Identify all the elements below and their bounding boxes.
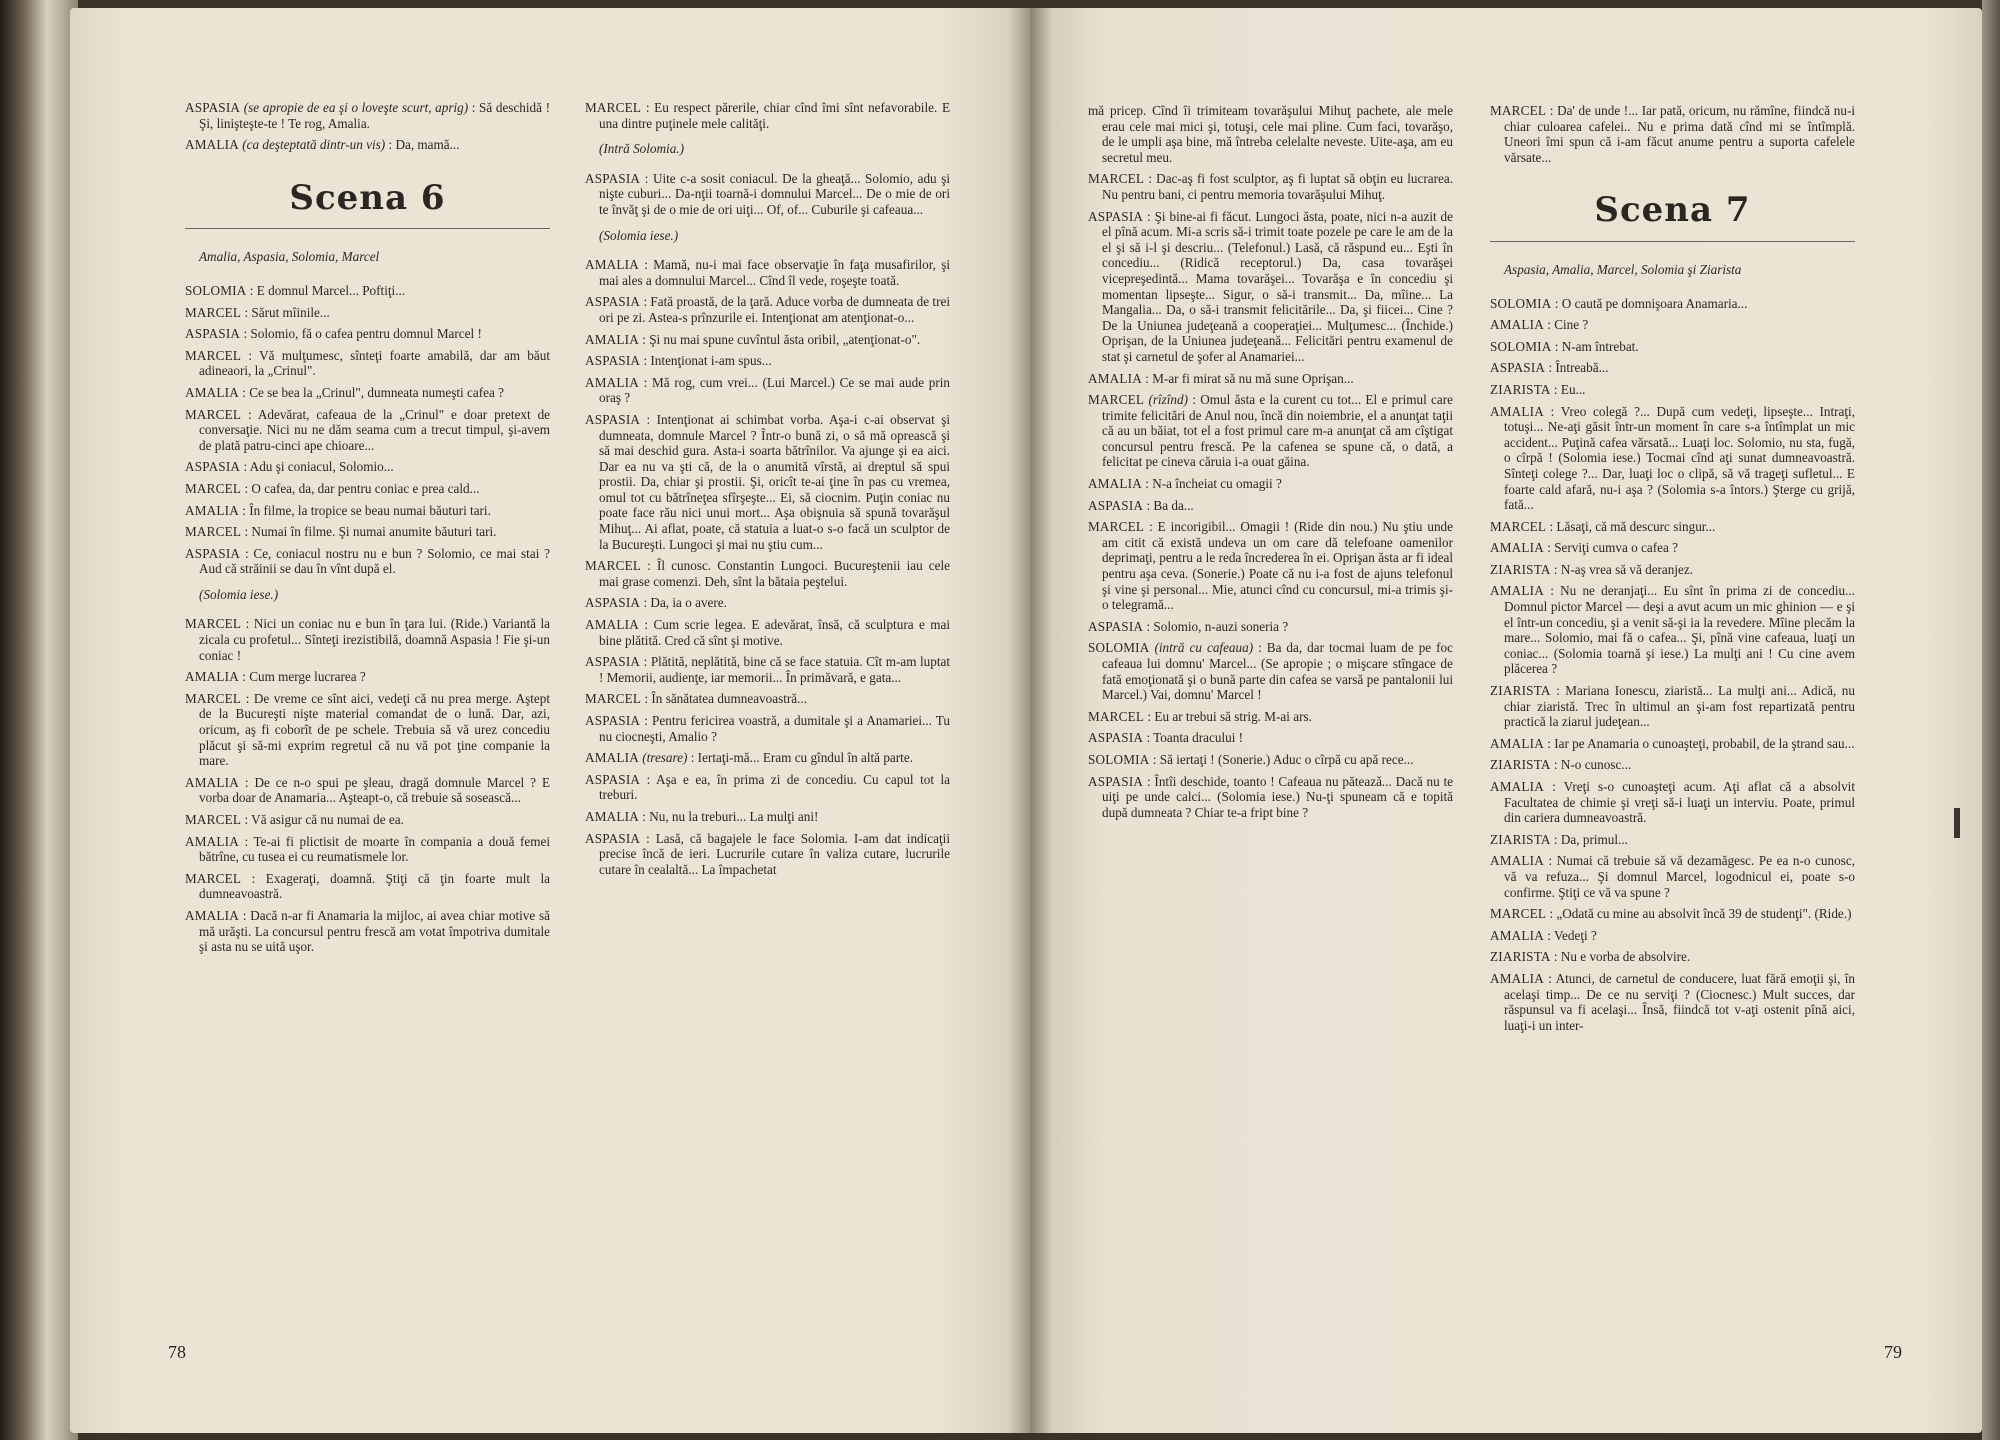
speaker-name: SOLOMIA [1490,338,1552,354]
dialogue-line [1490,757,1855,773]
line-text: : Da, mamă... [388,137,460,153]
line-text: : Vă mulţumesc, sînteţi foarte amabilă, dar am băut adineaori, la „Crinul". [199,347,551,379]
line-text: : O cafea, da, dar pentru coniac e prea cald... [244,480,480,496]
line-text: : Să deschidă ! Şi, linişteşte-te ! Te rog, Amalia. [199,100,551,131]
dialogue-line [585,595,950,611]
speaker-name: SOLOMIA [1088,751,1150,767]
dialogue-line [185,385,550,401]
speaker-name: MARCEL [1490,906,1547,922]
dialogue-line [1088,209,1453,365]
dialogue-line [585,353,950,369]
speaker-name: ASPASIA [1088,773,1144,789]
speaker-name: AMALIA [1490,853,1544,869]
speaker-name: AMALIA [185,502,239,518]
line-text: : Mariana Ionescu, ziaristă... La mulţi ani... Adică, nu chiar ziaristă. Trec în ultimul an şi-am fost repartizată pentru practică la ziarul judeţean... [1504,683,1855,730]
speaker-name: ZIARISTA [1490,561,1551,577]
speaker-name: ZIARISTA [1490,831,1551,847]
speaker-name: AMALIA [1490,540,1544,556]
dialogue-line [1490,906,1855,922]
speaker-name: MARCEL [185,812,242,827]
speaker-name: AMALIA [585,374,639,390]
line-text: : Te-ai fi plictisit de moarte în compania a două femei bătrîne, cu tusea ei cu reumatismele lor. [199,833,550,865]
speaker-name: ZIARISTA [1490,683,1551,699]
line-text: mă pricep. Cînd îi trimiteam tovarăşului Mihuţ pachete, ale mele erau cele mai mici şi, totuşi, cele mai pline. Cum faci, tovarăşo, de le umpli aşa bine, mă întreba celelalte neveste. Uite-aşa, am eu secretul meu. [1088,103,1453,165]
dialogue-line [1088,709,1453,725]
dialogue-lines [185,283,550,577]
dialogue-line [585,831,950,878]
speaker-name: AMALIA [1490,779,1544,794]
dialogue-line [585,750,950,766]
line-text: : Eu... [1553,381,1586,397]
dialogue-line [1088,392,1453,470]
line-text: : Ce, coniacul nostru nu e bun ? Solomio, ce mai stai ? Aud că străinii se dau în vînt după el. [199,545,550,577]
line-text: : Nu ne deranjaţi... Eu sînt în prima zi de concediu... Domnul pictor Marcel — deşi a avut acum un mic ghinion — e şi el într-un concediu, şi a venit să-şi ia la revedere. Mîine plecăm la mare... Solomio, mai fă o cafea... Şi, pînă vine cafeaua, luaţi un coniac... (Solomia toarnă şi iese.) La mulţi ani ! Cu cine avem plăcerea ? [1504,583,1855,677]
line-text: : Vă asigur că nu numai de ea. [244,812,404,827]
line-text: : Nici un coniac nu e bun în ţara lui. (Ride.) Variantă la zicala cu profetul... Sînteţi irezistibilă, doamnă Aspasia ! Fie şi-un coniac ! [199,616,550,663]
dialogue-line [585,558,950,589]
pre-scene-lines [185,100,550,153]
line-text: : N-a încheiat cu omagii ? [1145,476,1282,492]
speaker-name: ASPASIA [1088,497,1144,513]
speaker-name: AMALIA [1490,970,1544,986]
speaker-name: MARCEL [1088,171,1145,187]
line-text: : Da' de unde !... Iar pată, oricum, nu rămîne, fiindcă nu-i chiar culoarea cafelei.. Nu e prima dată cînd mi se întîmplă. Uneori îmi spun că i-am făcut anume pentru a suporta cafelele vărsate... [1504,103,1855,165]
speaker-name: ASPASIA [1088,208,1144,224]
dialogue-line [1088,619,1453,635]
line-text: : N-o cunosc... [1553,757,1632,773]
speaker-name: AMALIA [185,907,239,923]
speaker-name: AMALIA [1490,403,1544,419]
dialogue-line [585,375,950,406]
right-page-column-1 [1088,103,1453,826]
dialogue-line [1490,736,1855,752]
line-text: : Lăsaţi, că mă descurc singur... [1549,518,1716,534]
inline-stage-direction: (ca deşteptată dintr-un vis) [242,137,386,153]
line-text: : O caută pe domnişoara Anamaria... [1554,295,1748,311]
dialogue-line [585,713,950,744]
dialogue-line [585,332,950,348]
line-text: : Adu şi coniacul, Solomio... [243,459,394,475]
speaker-name: ZIARISTA [1490,757,1551,773]
dialogue-line [1490,971,1855,1033]
line-text: : E domnul Marcel... Poftiţi... [249,282,406,298]
speaker-name: ASPASIA [185,326,241,342]
scene-divider [1490,241,1855,242]
inline-stage-direction: (rîzînd) [1148,392,1189,408]
inline-stage-direction: (tresare) [642,750,688,766]
stage-direction: (Intră Solomia.) [599,141,684,157]
dialogue-line [585,654,950,685]
left-page-column-2 [585,100,950,883]
speaker-name: ASPASIA [1490,360,1546,376]
line-text: : În filme, la tropice se beau numai băuturi tari. [242,502,491,518]
dialogue-line [585,809,950,825]
dialogue-line [1490,339,1855,355]
speaker-name: AMALIA [585,750,639,766]
dialogue-line [1490,562,1855,578]
dialogue-line [185,326,550,342]
line-text: : Toanta dracului ! [1146,730,1244,746]
line-text: : Solomio, n-auzi soneria ? [1146,618,1289,634]
scene-divider [185,228,550,229]
dialogue-line [185,407,550,454]
speaker-name: ASPASIA [585,654,641,670]
right-page [1030,8,1982,1433]
dialogue-line [185,137,550,153]
dialogue-line [1490,683,1855,730]
dialogue-line [185,459,550,475]
line-text: : Eu respect părerile, chiar cînd îmi sînt nefavorabile. E una dintre puţinele mele calităţi. [599,100,950,131]
dialogue-line [585,772,950,803]
page-edge-mark [1954,808,1960,838]
book-cover-edge-right [1982,0,2000,1440]
line-text: : Exageraţi, doamnă. Ştiţi că ţin foarte mult la dumneavoastră. [199,870,551,902]
line-text: : Fată proastă, de la ţară. Aduce vorba de dumneata de trei ori pe zi. Astea-s prînzurile ei. Intenţionat am atenţionat-o... [599,294,951,325]
speaker-name: MARCEL [185,406,242,422]
speaker-name: AMALIA [185,774,239,790]
speaker-name: AMALIA [1088,476,1142,492]
speaker-name: ASPASIA [585,411,641,427]
dialogue-lines [585,171,950,218]
dialogue-line [1088,476,1453,492]
dialogue-line [1490,928,1855,944]
speaker-name: AMALIA [1490,583,1544,599]
line-text: : „Odată cu mine au absolvit încă 39 de studenţi". (Ride.) [1549,906,1852,922]
dialogue-line [185,616,550,663]
line-text: : În sănătatea dumneavoastră... [644,691,808,707]
speaker-name: AMALIA [585,257,639,273]
line-text: : Nu e vorba de absolvire. [1553,949,1691,965]
speaker-name: ZIARISTA [1490,381,1551,397]
speaker-name: MARCEL [185,480,242,496]
speaker-name: ASPASIA [585,170,641,186]
speaker-name: AMALIA [585,331,639,347]
line-text: : Iertaţi-mă... Eram cu gîndul în altă parte. [690,750,913,766]
dialogue-line [1088,371,1453,387]
line-text: : Întîi deschide, toanto ! Cafeaua nu păteazǎ... Dacă nu te uiţi pe unde calci... (Solomia iese.) Nu-ţi spuneam că e topită după dumneata ? Chiar te-a fript bine ? [1102,773,1454,820]
line-text: : E incorigibil... Omagii ! (Ride din nou.) Nu ştiu unde am citit că există undeva un om care dă telefoane oamenilor deprimaţi, pentru a le reda încrederea în ei. Oprişan ăsta ar fi ideal pentru aşa ceva. (Sonerie.) Poate că nu i-a fost de ajuns telefonul şi vine şi personal... Mie, atunci cînd cu concursul, mi-a trimis şi-o telegramă... [1102,519,1454,613]
page-number: 78 [168,1342,186,1362]
dialogue-line [585,257,950,288]
scene-cast: Amalia, Aspasia, Solomia, Marcel [199,249,380,265]
speaker-name: AMALIA [185,384,239,400]
line-text: : Eu ar trebui să strig. M-ai ars. [1147,708,1312,724]
dialogue-line [1490,103,1855,165]
dialogue-line [585,412,950,552]
line-text: : Plătită, neplătită, bine că se face statuia. Cît m-am luptat ! Memorii, audienţe, iar memorii... În primăvară, e gata... [599,654,950,685]
line-text: : Ba da, dar tocmai luam de pe foc cafeaua lui domnu' Marcel... (Se apropie ; o mişcare stîngace de fată emoţionată şi o bună parte din cafea se varsă pe pantalonii lui Marcel.) Vai, domnu' Marcel ! [1102,640,1453,703]
dialogue-line [185,283,550,299]
line-text: : De vreme ce sînt aici, vedeţi că nu prea merge. Aştept de la Bucureşti nişte material comandat de o lună. Dar, azi, oricum, aş fi coborît de pe schele. Trebuia să vă urez concediu plăcut şi să-mi exprim regretul că nu vă pot ţine companie la mare. [199,690,551,769]
speaker-name: ASPASIA [185,459,241,475]
dialogue-line [185,908,550,955]
dialogue-lines [185,616,550,954]
dialogue-line [585,100,950,131]
line-text: : N-am întrebat. [1554,338,1639,354]
speaker-name: MARCEL [1088,708,1145,724]
dialogue-line [1490,296,1855,312]
left-page-column-1 [185,100,550,961]
line-text: : Omul ăsta e la curent cu tot... El e primul care trimite felicitări de Anul nou, încă din noiembrie, el a anunţat taţii că au un băiat, tot el a fost primul care m-a anunţat că am cîştigat concursul pentru frescă. Pe la cafenea se spune că, o dată, a felicitat pe cineva căruia i-a ouat găina. [1102,392,1453,470]
line-text: : Cum merge lucrarea ? [242,669,366,685]
line-text: : Adevărat, cafeaua de la „Crinul" e doar pretext de conversaţie. Nici nu ne dăm seama cum a trecut timpul, şi-avem de plată patru-cinci ape chioare... [199,406,551,453]
speaker-name: ASPASIA [585,830,641,846]
right-page-column-2 [1490,103,1855,1039]
line-text: : Ce se bea la „Crinul", dumneata numeşti cafea ? [242,384,504,400]
speaker-name: ASPASIA [185,545,241,561]
line-text: : Dac-aş fi fost sculptor, aş fi luptat să obţin eu lucrarea. Nu pentru bani, ci pentru memoria tovarăşului Mihuţ. [1102,171,1454,202]
inline-stage-direction: (se apropie de ea şi o loveşte scurt, aprig) [243,100,469,115]
dialogue-line [1088,640,1453,702]
dialogue-line [585,691,950,707]
speaker-name: SOLOMIA [185,282,247,298]
speaker-name: AMALIA [1490,317,1544,333]
speaker-name: MARCEL [1490,103,1547,118]
speaker-name: ASPASIA [185,100,241,115]
line-text: : Nu, nu la treburi... La mulţi ani! [642,808,819,824]
dialogue-line [185,503,550,519]
dialogue-line [185,546,550,577]
book-cover-edge [0,0,78,1440]
speaker-name: AMALIA [585,617,639,633]
scene-title: Scena 7 [1594,190,1751,231]
dialogue-line [1088,774,1453,821]
dialogue-line [185,775,550,806]
dialogue-line [185,100,550,131]
scene-title: Scena 6 [289,177,446,218]
dialogue-lines [585,100,950,131]
line-text: : Intenţionat i-am spus... [643,353,772,369]
inline-stage-direction: (intră cu cafeaua) [1154,640,1254,656]
dialogue-line [185,481,550,497]
line-text: : Atunci, de carnetul de conducere, luat fără emoţii şi, în acelaşi timp... De ce nu serviţi ? (Ciocnesc.) Mult succes, dar răspunsul va fi acelaşi... Însă, fiindcă tot v-aţi ostenit pînă aici, luaţi-i un inter- [1504,970,1855,1033]
dialogue-line [1088,103,1453,165]
speaker-name: ASPASIA [585,353,641,369]
line-text: : Serviţi cumva o cafea ? [1547,540,1678,556]
stage-direction: (Solomia iese.) [199,586,279,602]
left-page [70,8,1030,1433]
dialogue-line [1490,832,1855,848]
dialogue-line [1490,360,1855,376]
line-text: : Lasă, că bagajele le face Solomia. I-am dat indicaţii precise încă de ieri. Lucrurile cutare în valiza cutare, lucrurile cutare în cealaltă... La împachetat [599,830,951,877]
dialogue-line [1088,498,1453,514]
line-text: : Îl cunosc. Constantin Lungoci. Bucureştenii iau cele mai grase comenzi. Deh, sînt la bătaia peştelui. [599,558,951,589]
dialogue-line [185,305,550,321]
speaker-name: ASPASIA [585,713,641,728]
dialogue-line [1490,404,1855,513]
scene-cast: Aspasia, Amalia, Marcel, Solomia şi Ziarista [1504,261,1742,277]
line-text: : Iar pe Anamaria o cunoaşteţi, probabil, de la ştrand sau... [1547,735,1855,751]
line-text: : Solomio, fă o cafea pentru domnul Marcel ! [243,326,482,342]
line-text: : Să iertaţi ! (Sonerie.) Aduc o cîrpă cu apă rece... [1152,751,1414,767]
line-text: : Cine ? [1547,317,1589,333]
dialogue-lines [1490,296,1855,1034]
pre-scene-lines [1490,103,1855,165]
speaker-name: SOLOMIA [1490,295,1552,311]
speaker-name: AMALIA [1088,370,1142,386]
dialogue-line [185,834,550,865]
speaker-name: MARCEL [185,524,242,540]
speaker-name: ASPASIA [585,771,641,787]
speaker-name: ASPASIA [585,294,641,310]
speaker-name: SOLOMIA [1088,640,1150,656]
speaker-name: AMALIA [185,137,239,153]
dialogue-lines [1088,103,1453,820]
line-text: : Numai că trebuie să vă dezamăgesc. Pe ea n-o cunosc, vă va refuza... Şi domnul Marcel, logodnicul ei, poate s-o confirme. Ştiţi ce vă va spune ? [1504,853,1855,900]
dialogue-line [1088,171,1453,202]
line-text: : Vreţi s-o cunoaşteţi acum. Aţi aflat că a absolvit Facultatea de chimie şi vreţi să-i luaţi un interviu. Poate, primul din cariera dumneavoastră. [1504,779,1855,826]
dialogue-line [585,294,950,325]
speaker-name: MARCEL [185,690,242,706]
speaker-name: MARCEL [1088,392,1145,408]
line-text: : Sărut mîinile... [244,304,330,320]
speaker-name: ASPASIA [1088,618,1144,634]
line-text: : Dacă n-ar fi Anamaria la mijloc, ai avea chiar motive să mă urăşti. La concursul pentru frescă am votat împotriva dumitale şi asta nu se uită uşor. [199,907,551,955]
speaker-name: MARCEL [185,347,242,363]
line-text: : Şi nu mai spune cuvîntul ăsta oribil, „atenţionat-o". [642,331,921,347]
line-text: : Aşa e ea, în prima zi de concediu. Cu capul tot la treburi. [599,771,950,803]
dialogue-line [585,617,950,648]
speaker-name: AMALIA [585,808,639,824]
line-text: : N-aş vrea să vă deranjez. [1553,561,1694,577]
dialogue-line [1490,382,1855,398]
line-text: : Şi bine-ai fi făcut. Lungoci ăsta, poate, nici n-a auzit de el pînă acum. Mi-a scris să-i trimit toate pozele pe care le am de la el şi să i-l şi descriu... (Telefonul.) Lasă, că răspund eu... Eşti în concediu... (Ridică receptorul.) Da, casa tovarăşei vicepreşedintă... Mama tovarăşei... Tovarăşa e în concediu şi momentan lipseşte... Sigur, o să-i transmit... Da, mîine... La Mangalia... Da, o să-i transmit felicitările... Da, şi fiicei... Cine ? De la Uniunea judeţeană a cooperaţiei... Mulţumesc... (Închide.) Oprişan, de la Uniunea judeţeană... Felicitări pentru examenul de stat şi carnetul de şofer al Anamariei... [1102,208,1454,364]
line-text: : Întreabă... [1548,360,1609,376]
speaker-name: MARCEL [1490,518,1547,534]
speaker-name: MARCEL [1088,519,1145,535]
dialogue-line [1088,730,1453,746]
speaker-name: AMALIA [1490,735,1544,751]
dialogue-line [185,348,550,379]
line-text: : Vedeţi ? [1547,927,1597,943]
speaker-name: AMALIA [1490,927,1544,943]
dialogue-line [1490,779,1855,826]
dialogue-line [1490,583,1855,677]
line-text: : De ce n-o spui pe şleau, dragă domnule Marcel ? E vorba doar de Anamaria... Aşteapt-o, că trebuie să sosească... [199,774,550,806]
dialogue-line [1088,519,1453,613]
dialogue-line [1490,540,1855,556]
dialogue-line [185,812,550,828]
line-text: : Vreo colegă ?... După cum vedeţi, lipseşte... Intraţi, totuşi... Ne-aţi găsit într-un moment în care s-a întîmplat un mic accident... Puţină cafea vărsată... Luaţi loc. Solomio, nu sta, fugă, o cîrpă ! (Solomia iese.) Tocmai cînd aţi sunat dumneavoastră. Sînteţi colege ?... Dar, luaţi loc o clipă, să vă trageţi sufletul... E foarte cald afară, nu-i aşa ? (Solomia s-a întors.) Şterge cu grijă, fată... [1504,403,1856,513]
dialogue-line [185,871,550,902]
line-text: : M-ar fi mirat să nu mă sune Oprişan... [1145,370,1354,386]
stage-direction: (Solomia iese.) [599,227,679,243]
speaker-name: AMALIA [185,669,239,685]
dialogue-line [185,691,550,769]
line-text: : Pentru fericirea voastră, a dumitale şi a Anamariei... Tu nu ciocneşti, Amalio ? [599,713,950,744]
line-text: : Uite c-a sosit coniacul. De la gheaţă... Solomio, adu şi nişte cuburi... Da-nţii toarnă-i domnului Marcel... De o mie de ori te învăţ şi de o mie de ori uiţi... Of, of... Cuburile şi cafeaua... [599,170,950,217]
line-text: : Da, primul... [1553,831,1628,847]
speaker-name: MARCEL [185,304,242,320]
speaker-name: MARCEL [585,100,642,115]
dialogue-line [185,669,550,685]
line-text: : Mă rog, cum vrei... (Lui Marcel.) Ce se mai aude prin oraş ? [599,374,951,406]
dialogue-line [185,524,550,540]
speaker-name: MARCEL [185,870,242,886]
speaker-name: AMALIA [185,833,239,849]
line-text: : Ba da... [1146,497,1194,513]
speaker-name: MARCEL [585,691,642,707]
dialogue-lines [585,257,950,877]
speaker-name: ASPASIA [1088,730,1144,746]
line-text: : Da, ia o avere. [643,595,727,611]
dialogue-line [585,171,950,218]
dialogue-line [1490,519,1855,535]
line-text: : Numai în filme. Şi numai anumite băuturi tari. [244,524,497,540]
speaker-name: MARCEL [185,616,242,632]
page-number: 79 [1884,1342,1902,1362]
line-text: : Intenţionat ai schimbat vorba. Aşa-i c-ai observat şi dumneata, domnule Marcel ? Într-o bună zi, o să mă oprească şi să mai deschid gura. Asta-i soarta bătrînilor. Va ajunge şi ea aici. Dar ea nu va şti că, de la o anumită vîrstă, ai dreptul să spui prostii. Da, chiar şi prostii. Şi, oricît te-ai ţine în pas cu vremea, omul tot cu bătrîneţea sfîrşeşte... Ei, să ciocnim. Puţin coniac nu poate face rău nici unui mort... Aşa obişnuia să spună tovarăşul Mihuţ... Ai aflat, poate, că statuia a luat-o s-o facă un sculptor de la Bucureşti. Lungoci şi mai nu ştiu cum... [599,411,950,552]
speaker-name: ASPASIA [585,595,641,611]
dialogue-line [1490,853,1855,900]
line-text: : Mamă, nu-i mai face observaţie în faţa musafirilor, şi mai ales a domnului Marcel... Cînd îl vede, roşeşte toată. [599,257,951,288]
line-text: : Cum scrie legea. E adevărat, însă, că sculptura e mai bine plătită. Cred că sînt şi motive. [599,617,951,648]
dialogue-line [1490,949,1855,965]
speaker-name: MARCEL [585,558,642,574]
speaker-name: ZIARISTA [1490,949,1551,965]
dialogue-line [1088,752,1453,768]
dialogue-line [1490,317,1855,333]
